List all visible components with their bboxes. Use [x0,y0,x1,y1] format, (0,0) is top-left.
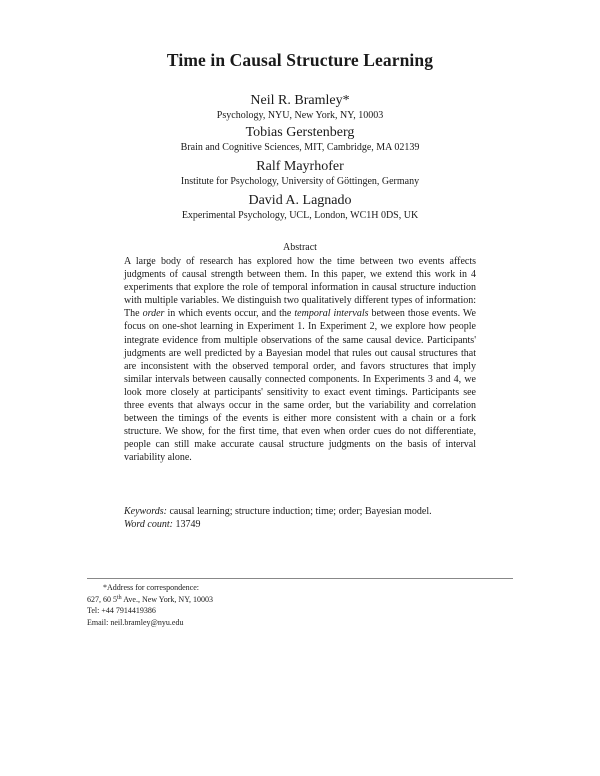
footnote-divider [87,578,513,579]
word-count-value: 13749 [172,519,201,531]
keywords-line [124,505,476,518]
author-name: Tobias Gerstenberg [245,125,355,140]
keywords-value: causal learning; structure induction; time; order; Bayesian model. [166,506,432,517]
abstract-text: A large body of research has explored how the time between two events affects judgments of causal strength between them. In this paper, we extend this work in 4 experiments that explore the role of temporal information in causal structure induction with multiple variables. We distinguish two qualitatively different types of information: The [124,256,476,320]
abstract-text: between those events. We focus on one-shot learning in Experiment 1. In Experiment 2, we explore how people integrate evidence from multiple observations of the same causal device. Participants' judgments are well predicted by a Bayesian model that rules out causal structures that are inconsistent with the observed temporal order, and favors structures that imply similar intervals between causally connected components. In Experiments 3 and 4, we look more closely at participants' sensitivity to exact event timings. Participants see three events that always occur in the same order, but the variability and correlation between the timings of the events is either more consistent with a chain or a fork structure. We show, for the first time, that even when order cues do not differentiate, people can still make accurate causal structure judgments on the basis of interval variability alone. [124,308,476,464]
author-name: David A. Lagnado [248,193,352,208]
abstract-emphasis: order [142,308,165,320]
author-name: Neil R. Bramley* [250,93,350,108]
author-name: Ralf Mayrhofer [256,159,344,174]
word-count-label: Word count: [124,519,173,531]
author-affiliation: Institute for Psychology, University of Göttingen, Germany [180,176,420,187]
footnote-address-part: Ave., New York, NY, 10003 [121,594,213,604]
author-affiliation: Psychology, NYU, New York, NY, 10003 [216,110,384,121]
author-affiliation: Brain and Cognitive Sciences, MIT, Cambridge, MA 02139 [180,142,420,153]
abstract-heading: Abstract [283,242,317,253]
abstract-emphasis: temporal intervals [294,308,369,320]
keywords-block [124,505,476,531]
author-affiliation: Experimental Psychology, UCL, London, WC1H 0DS, UK [181,210,419,221]
footnote-address [87,594,213,606]
abstract-body [124,255,476,465]
footnote-address-part: 627, 60 5 [87,594,117,604]
footnote-email: Email: neil.bramley@nyu.edu [87,617,184,627]
author-block [0,124,600,154]
author-block [0,192,600,222]
footnote-address-sup: th [117,594,122,601]
footnote-address-label: *Address for correspondence: [103,583,199,592]
word-count-line [124,518,476,531]
footnote-tel: Tel: +44 7914419386 [87,606,156,616]
abstract-text: in which events occur, and the [164,308,295,320]
author-block [0,92,600,122]
footnote-block [87,582,213,628]
keywords-label: Keywords: [124,506,167,517]
author-block [0,158,600,188]
paper-title: Time in Causal Structure Learning [166,50,434,70]
